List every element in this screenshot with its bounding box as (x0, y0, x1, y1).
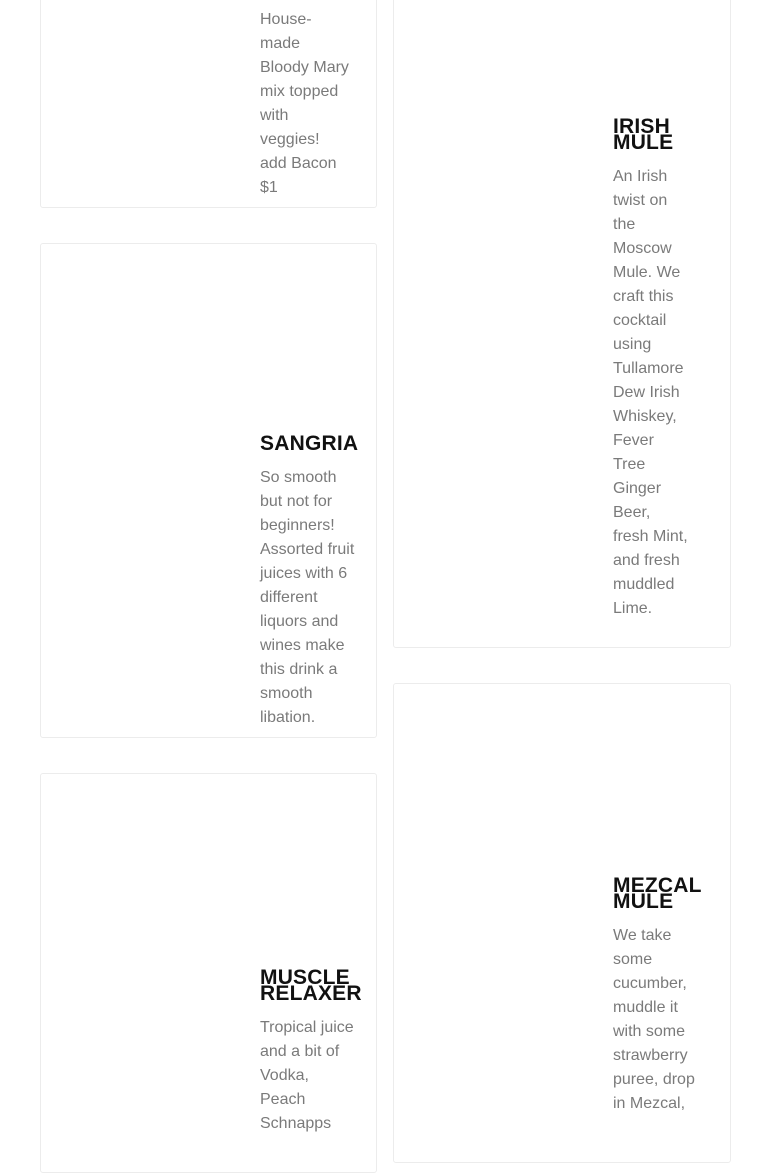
drink-image (41, 244, 241, 737)
drink-description: House-made Bloody Mary mix topped with veggies! add Bacon $1 (260, 11, 349, 196)
drink-card-text (260, 8, 350, 200)
drink-image (394, 684, 594, 1162)
drink-description: We take some cucumber, muddle it with some strawberry puree, drop in Mezcal, (613, 927, 695, 1112)
drink-title: MEZCAL MULE (613, 874, 702, 913)
drink-title: MUSCLE RELAXER (260, 966, 362, 1005)
drink-card-text (613, 115, 688, 621)
drink-card-sangria (40, 243, 377, 738)
drink-title: IRISH MULE (613, 115, 674, 154)
drink-card-text (613, 874, 702, 1116)
drink-description: Tropical juice and a bit of Vodka, Peach Schnapps (260, 1019, 354, 1132)
drink-card-muscle-relaxer (40, 773, 377, 1173)
drink-card-mezcal-mule (393, 683, 731, 1163)
drink-description: An Irish twist on the Moscow Mule. We craft this cocktail using Tullamore Dew Irish Whiskey, Fever Tree Ginger Beer, fresh Mint, and fresh muddled Lime. (613, 168, 688, 617)
drink-image (394, 0, 594, 647)
drink-card-text (260, 432, 360, 730)
drink-description: So smooth but not for beginners! Assorted fruit juices with 6 different liquors and wines make this drink a smooth libation. (260, 469, 355, 726)
drink-title: SANGRIA (260, 432, 359, 455)
drink-image (41, 774, 241, 1172)
drink-image (41, 0, 241, 207)
drink-card-text (260, 966, 362, 1136)
drink-card-bloody-mary (40, 0, 377, 208)
drink-card-irish-mule (393, 0, 731, 648)
